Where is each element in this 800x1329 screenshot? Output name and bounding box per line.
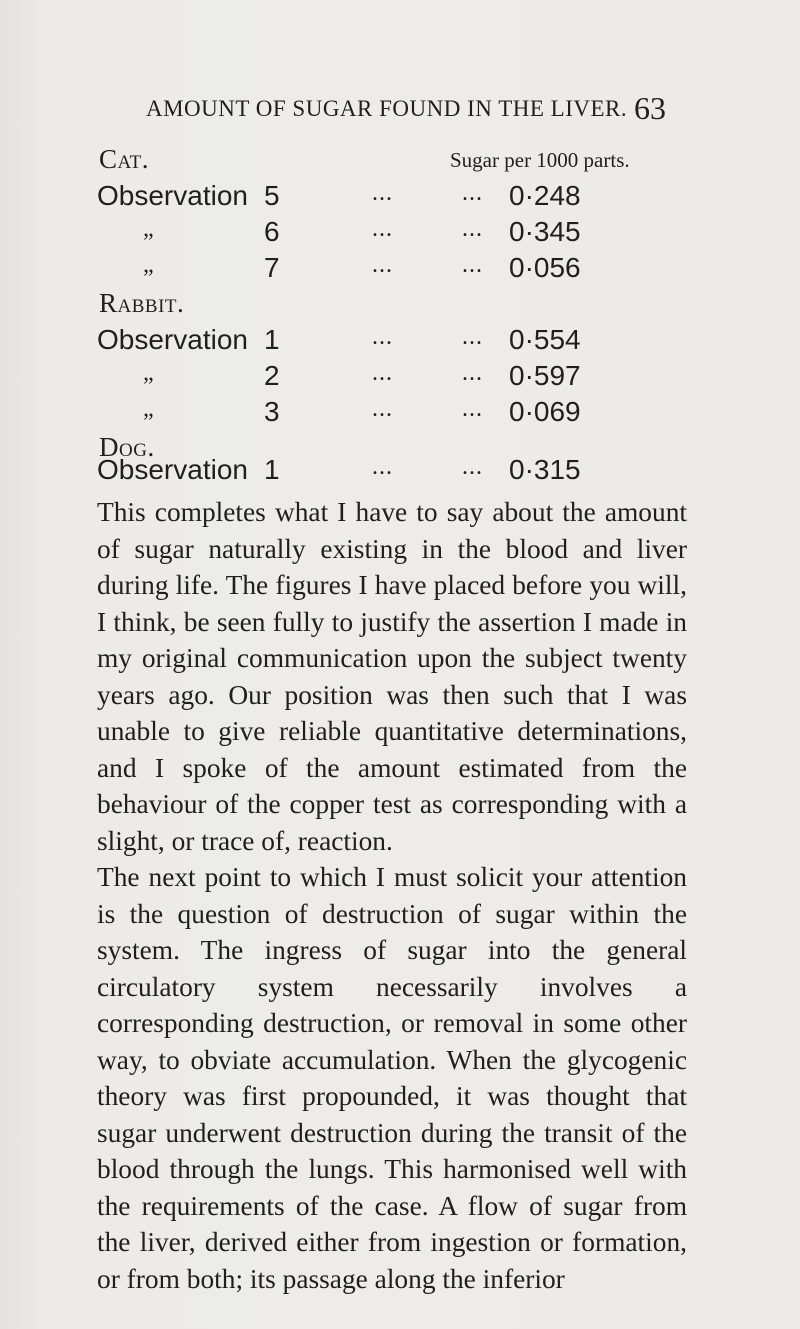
row-number: 2 bbox=[264, 360, 280, 391]
dot-leader: ... bbox=[462, 216, 483, 242]
row-number: 5 bbox=[264, 180, 280, 211]
dot-leader: ... bbox=[462, 324, 483, 350]
ditto-mark: „ bbox=[143, 216, 154, 242]
row-number: 7 bbox=[264, 252, 280, 283]
row-number: 1 bbox=[264, 454, 280, 485]
table-row bbox=[0, 454, 800, 490]
ditto-mark: „ bbox=[143, 396, 154, 422]
dot-leader: ... bbox=[462, 396, 483, 422]
paragraph: The next point to which I must solicit your attention is the question of destruction of sugar within the system. The ingress of sugar into the general circulatory system necessarily involves a corresponding destruction, or removal in some other way, to obviate accumulation. When the glycogenic theory was first propounded, it was thought that sugar underwent destruction during the transit of the blood through the lungs. This harmonised well with the requirements of the case. A flow of sugar from the liver, derived either from ingestion or formation, or from both; its passage along the inferior bbox=[97, 862, 687, 1294]
row-number: 1 bbox=[264, 324, 280, 355]
dot-leader: ... bbox=[372, 180, 393, 206]
body-text bbox=[97, 494, 687, 1297]
dot-leader: ... bbox=[372, 324, 393, 350]
row-label: Observation bbox=[97, 454, 248, 485]
animal-label: Rabbit. bbox=[99, 288, 185, 318]
dot-leader: ... bbox=[462, 180, 483, 206]
row-label: Observation bbox=[97, 324, 248, 355]
table-row bbox=[0, 180, 800, 216]
paragraph: This completes what I have to say about the amount of sugar naturally existing in the blood and liver during life. The figures I have placed before you will, I think, be seen fully to justify the assertion I made in my original communication upon the subject twenty years ago. Our position was then such that I was unable to give reliable quantitative determinations, and I spoke of the amount estimated from the behaviour of the copper test as corresponding with a slight, or trace of, reaction. bbox=[97, 497, 687, 856]
row-label: Observation bbox=[97, 180, 248, 211]
dot-leader: ... bbox=[372, 360, 393, 386]
table-row bbox=[0, 216, 800, 252]
table-row bbox=[0, 252, 800, 288]
section-heading-cat bbox=[0, 144, 800, 180]
row-value: 0·597 bbox=[509, 360, 581, 391]
dot-leader: ... bbox=[372, 454, 393, 480]
page-number: 63 bbox=[634, 90, 666, 126]
column-heading: Sugar per 1000 parts. bbox=[450, 148, 630, 172]
dot-leader: ... bbox=[462, 454, 483, 480]
dot-leader: ... bbox=[462, 252, 483, 278]
dot-leader: ... bbox=[372, 216, 393, 242]
row-number: 6 bbox=[264, 216, 280, 247]
page-header bbox=[0, 92, 800, 132]
row-value: 0·056 bbox=[509, 252, 581, 283]
dot-leader: ... bbox=[372, 252, 393, 278]
row-value: 0·315 bbox=[509, 454, 581, 485]
running-title: AMOUNT OF SUGAR FOUND IN THE LIVER. bbox=[146, 96, 628, 121]
animal-label: Dog. bbox=[99, 432, 155, 462]
dot-leader: ... bbox=[462, 360, 483, 386]
table-row bbox=[0, 360, 800, 396]
ditto-mark: „ bbox=[143, 360, 154, 386]
dot-leader: ... bbox=[372, 396, 393, 422]
animal-label: Cat. bbox=[99, 144, 149, 174]
table-row bbox=[0, 396, 800, 432]
row-value: 0·345 bbox=[509, 216, 581, 247]
row-value: 0·069 bbox=[509, 396, 581, 427]
row-number: 3 bbox=[264, 396, 280, 427]
row-value: 0·248 bbox=[509, 180, 581, 211]
row-value: 0·554 bbox=[509, 324, 581, 355]
table-row bbox=[0, 324, 800, 360]
ditto-mark: „ bbox=[143, 252, 154, 278]
section-heading-rabbit bbox=[0, 288, 800, 324]
